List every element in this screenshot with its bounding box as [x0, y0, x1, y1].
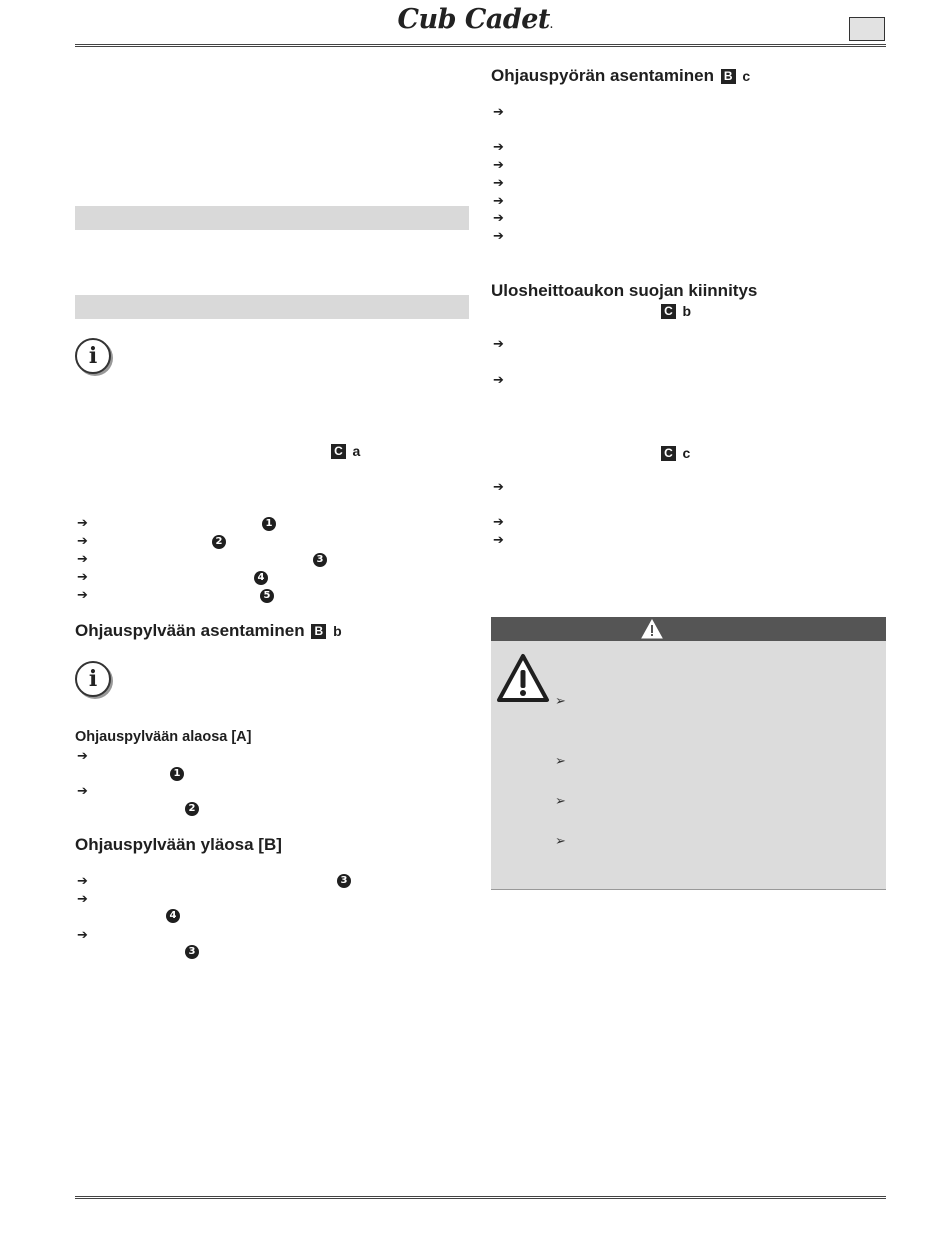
step-arrow-icon: ➔: [77, 570, 88, 585]
step-arrow-icon: ➔: [493, 140, 504, 155]
heading-steering-wheel: Ohjauspyörän asentaminen B c: [491, 66, 751, 85]
step-arrow-icon: ➔: [77, 892, 88, 907]
step-arrow-icon: ➔: [77, 516, 88, 531]
heading-discharge-guard: Ulosheittoaukon suojan kiinnitys: [491, 281, 758, 300]
step-number-3: 3: [313, 553, 327, 567]
step-arrow-icon: ➔: [493, 480, 504, 495]
bullet-arrowhead-icon: ➢: [555, 794, 566, 809]
step-arrow-icon: ➔: [77, 749, 88, 764]
header-rule: [75, 44, 886, 47]
step-arrow-icon: ➔: [77, 534, 88, 549]
step-arrow-icon: ➔: [493, 211, 504, 226]
bullet-arrowhead-icon: ➢: [555, 834, 566, 849]
bullet-arrowhead-icon: ➢: [555, 754, 566, 769]
info-icon: i: [75, 338, 111, 374]
subheading-upper-column: Ohjauspylvään yläosa [B]: [75, 835, 282, 854]
step-arrow-icon: ➔: [493, 158, 504, 173]
section-bar-2: [75, 295, 469, 319]
step-number-1: 1: [262, 517, 276, 531]
subheading-lower-column: Ohjauspylvään alaosa [A]: [75, 729, 252, 745]
warning-body: [491, 641, 886, 890]
step-arrow-icon: ➔: [493, 533, 504, 548]
figure-ref-c-c: C c: [659, 445, 690, 463]
bullet-arrowhead-icon: ➢: [555, 694, 566, 709]
section-bar-1: [75, 206, 469, 230]
figure-ref-c-b: C b: [659, 303, 691, 321]
step-arrow-icon: ➔: [493, 337, 504, 352]
step-number-5: 5: [260, 589, 274, 603]
footer-rule: [75, 1196, 886, 1199]
step-arrow-icon: ➔: [493, 373, 504, 388]
step-arrow-icon: ➔: [77, 552, 88, 567]
info-icon: i: [75, 661, 111, 697]
step-number-3: 3: [337, 874, 351, 888]
figure-ref-c-a: C a: [329, 443, 360, 461]
brand-logo: Cub Cadet.: [397, 4, 553, 35]
step-number-2: 2: [212, 535, 226, 549]
heading-steering-column: Ohjauspylvään asentaminen B b: [75, 621, 342, 640]
step-arrow-icon: ➔: [77, 928, 88, 943]
step-number-4: 4: [166, 909, 180, 923]
warning-triangle-icon: [496, 653, 550, 703]
step-number-1: 1: [170, 767, 184, 781]
step-number-4: 4: [254, 571, 268, 585]
step-arrow-icon: ➔: [493, 229, 504, 244]
warning-header-icon: [641, 619, 663, 639]
language-box: [849, 17, 885, 41]
step-arrow-icon: ➔: [77, 784, 88, 799]
step-number-3: 3: [185, 945, 199, 959]
step-arrow-icon: ➔: [77, 588, 88, 603]
step-arrow-icon: ➔: [493, 515, 504, 530]
step-arrow-icon: ➔: [493, 176, 504, 191]
step-number-2: 2: [185, 802, 199, 816]
step-arrow-icon: ➔: [493, 105, 504, 120]
warning-header: [491, 617, 886, 641]
step-arrow-icon: ➔: [77, 874, 88, 889]
step-arrow-icon: ➔: [493, 194, 504, 209]
